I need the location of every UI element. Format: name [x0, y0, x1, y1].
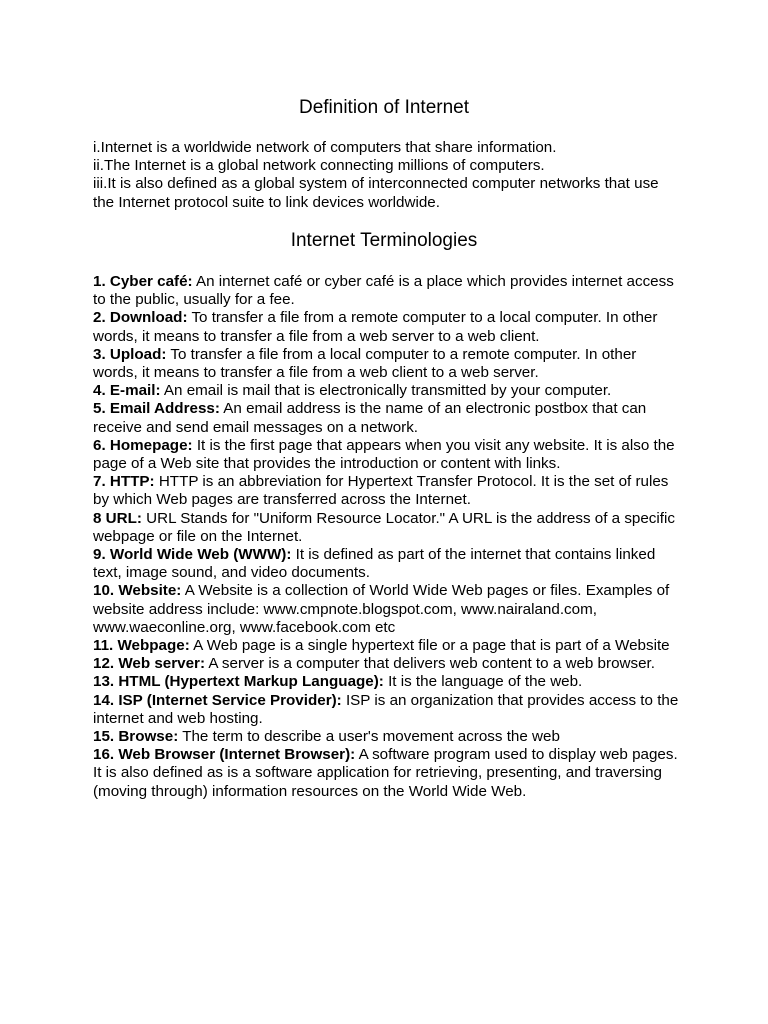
term-description: An email address is the name of an electronic postbox that can receive and send email messages on a network. [93, 400, 647, 436]
definitions-list [93, 139, 683, 212]
term-item [93, 637, 683, 655]
term-description: URL Stands for "Uniform Resource Locator." A URL is the address of a specific webpage or file on the Internet. [93, 509, 675, 545]
definition-item: i.Internet is a worldwide network of computers that share information. [93, 139, 557, 156]
term-item [93, 746, 683, 801]
term-label: 12. Web server: [93, 655, 206, 673]
page-title: Definition of Internet [298, 97, 470, 118]
section-title: Internet Terminologies [290, 230, 478, 251]
term-item [93, 473, 683, 509]
term-label: 9. World Wide Web (WWW): [93, 546, 292, 564]
term-item [93, 655, 683, 673]
term-label: 16. Web Browser (Internet Browser): [93, 746, 356, 764]
term-label: 4. E-mail: [93, 382, 161, 400]
term-description: A software program used to display web pages. It is also defined as is a software application for retrieving, presenting, and traversing (moving through) information resources on the World Wide Web. [93, 746, 678, 800]
term-item [93, 510, 683, 546]
term-label: 15. Browse: [93, 728, 179, 746]
term-label: 10. Website: [93, 582, 182, 600]
definition-item: ii.The Internet is a global network connecting millions of computers. [93, 157, 545, 175]
term-description: A Website is a collection of World Wide Web pages or files. Examples of website address include: www.cmpnote.blogspot.com, www.nairaland.com, www.waeconline.org, www.facebook.com etc [93, 582, 670, 636]
term-item [93, 400, 683, 436]
term-item [93, 692, 683, 728]
term-label: 2. Download: [93, 309, 188, 327]
term-label: 3. Upload: [93, 345, 167, 363]
term-label: 14. ISP (Internet Service Provider): [93, 691, 342, 709]
definition-item: iii.It is also defined as a global system of interconnected computer networks that use the Internet protocol suite to link devices worldwide. [93, 175, 659, 211]
term-item [93, 728, 683, 746]
terminology-list [93, 273, 683, 801]
term-description: A Web page is a single hypertext file or a page that is part of a Website [189, 637, 670, 655]
term-description: To transfer a file from a local computer to a remote computer. In other words, it means to transfer a file from a web client to a web server. [93, 345, 637, 382]
term-item [93, 673, 683, 691]
term-description: An internet café or cyber café is a place which provides internet access to the public, usually for a fee. [93, 273, 674, 309]
term-label: 7. HTTP: [93, 473, 155, 491]
term-item [93, 437, 683, 473]
term-label: 6. Homepage: [93, 436, 193, 454]
term-item [93, 309, 683, 345]
term-description: It is defined as part of the internet that contains linked text, image sound, and video documents. [93, 546, 656, 582]
term-description: It is the first page that appears when you visit any website. It is also the page of a Web site that provides the introduction or content with links. [93, 436, 675, 473]
term-item [93, 346, 683, 382]
term-label: 1. Cyber café: [93, 273, 193, 290]
term-description: It is the language of the web. [383, 673, 583, 691]
term-item [93, 382, 683, 400]
term-item [93, 582, 683, 637]
term-label: 5. Email Address: [93, 400, 220, 418]
term-description: To transfer a file from a remote computer to a local computer. In other words, it means to transfer a file from a web server to a web client. [93, 309, 658, 345]
term-description: The term to describe a user's movement across the web [178, 728, 560, 746]
term-label: 13. HTML (Hypertext Markup Language): [93, 673, 384, 691]
term-item [93, 273, 683, 309]
term-label: 11. Webpage: [93, 637, 190, 655]
term-description: ISP is an organization that provides access to the internet and web hosting. [93, 691, 679, 727]
term-description: A server is a computer that delivers web content to a web browser. [205, 655, 655, 673]
term-item [93, 546, 683, 582]
term-description: An email is mail that is electronically transmitted by your computer. [160, 382, 612, 400]
term-description: HTTP is an abbreviation for Hypertext Transfer Protocol. It is the set of rules by which Web pages are transferred across the Internet. [93, 473, 669, 509]
term-label: 8 URL: [93, 509, 142, 527]
